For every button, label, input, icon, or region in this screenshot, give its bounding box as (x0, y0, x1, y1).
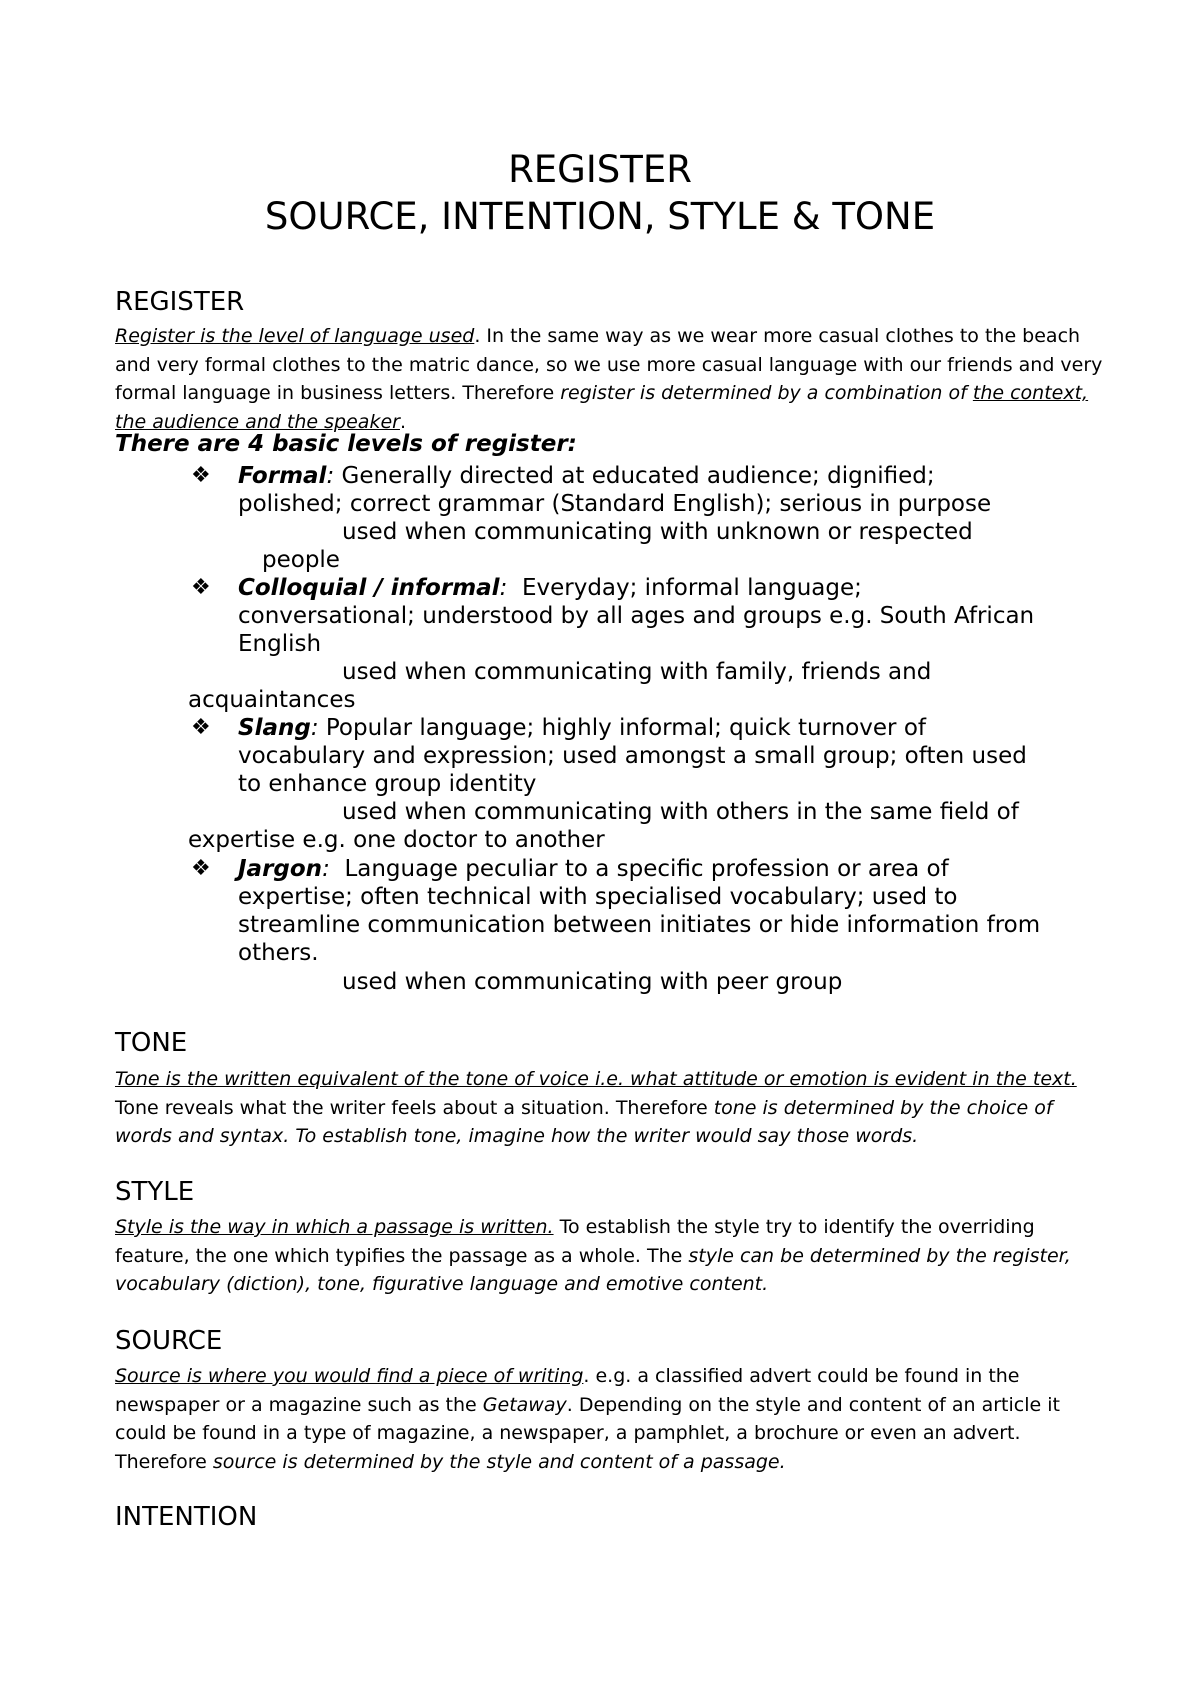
bullet-icon: ❖ (191, 463, 211, 488)
source-definition: Source is where you would find a piece of writing (115, 1365, 584, 1387)
document-page: REGISTER SOURCE, INTENTION, STYLE & TONE REGISTER Register is the level of language used. In the same way as we wear more casual clothes to the beach and very formal clothes to the matric dance, so we use more casual language with our friends and very formal language in business letters. Therefore register is determined by a combination of the context, the audience and the speaker. There are 4 basic levels of register: ❖ Formal: Generally directed at educated audience; dignified; polished; correct grammar (Standard English); serious in purpose used when communicating with unknown or respected people ❖ Colloquial / informal: Everyday; informal language; conversational; understood by all ages and groups e.g. South African English used when communicating with family, friends and acquaintances ❖ Slang: Popular language; highly informal; quick turnover of vocabulary and expression; used amongst a small group; often used to enhance group identity used when communicating with others in the same field of expertise e.g. one doctor to another ❖ Jargon: Language peculiar to a specific profession or area of expertise; often technical with specialised vocabulary; used to streamline communication between initiates or hide information from others. used when communicating with peer group TONE Tone is the written equivalent of the tone of voice i.e. what attitude or emotion is evident in the text. Tone reveals what the writer feels about a situation. Therefore tone is determined by the choice of words and syntax. To establish tone, imagine how the writer would say those words. STYLE Style is the way in which a passage is written. To establish the style try to identify the overriding feature, the one which typifies the passage as a whole. The style can be determined by the register, vocabulary (diction), tone, figurative language and emotive content. SOURCE Source is where you would find a piece of writing. e.g. a classified advert could be found in the newspaper or a magazine such as the Getaway. Depending on the style and content of an article it could be found in a type of magazine, a newspaper, a pamphlet, a brochure or even an advert. Therefore source is determined by the style and content of a passage. INTENTION (0, 0, 1200, 1696)
tone-paragraph: Tone is the written equivalent of the tone of voice i.e. what attitude or emotion is evident in the text. Tone reveals what the writer feels about a situation. Therefore tone is determined by the choice of words and syntax. To establish tone, imagine how the writer would say those words. (115, 1068, 1077, 1147)
level-slang: Slang: Popular language; highly informal; quick turnover of (238, 715, 926, 741)
document-subtitle: SOURCE, INTENTION, STYLE & TONE (264, 195, 936, 238)
tone-heading: TONE (115, 1028, 188, 1058)
intention-heading: INTENTION (115, 1502, 258, 1532)
tone-definition: Tone is the written equivalent of the tone of voice i.e. what attitude or emotion is evident in the text. (115, 1068, 1077, 1090)
source-heading: SOURCE (115, 1326, 223, 1356)
register-definition: Register is the level of language used (115, 325, 475, 347)
level-colloquial: Colloquial / informal: Everyday; informal language; (238, 575, 862, 601)
level-jargon: Jargon: Language peculiar to a specific profession or area of (238, 856, 949, 882)
bullet-icon: ❖ (191, 856, 211, 881)
bullet-icon: ❖ (191, 715, 211, 740)
document-title: REGISTER (508, 148, 692, 191)
style-definition: Style is the way in which a passage is written. (115, 1216, 554, 1238)
register-paragraph: Register is the level of language used. In the same way as we wear more casual clothes to the beach and very formal clothes to the matric dance, so we use more casual language with our friends and very formal language in business letters. Therefore register is determined by a combination of the context, the audience and the speaker. (115, 325, 1103, 433)
level-formal: Formal: Generally directed at educated audience; dignified; (238, 463, 935, 489)
style-paragraph: Style is the way in which a passage is written. To establish the style try to identify the overriding feature, the one which typifies the passage as a whole. The style can be determined by the register, vocabulary (diction), tone, figurative language and emotive content. (115, 1216, 1071, 1295)
source-paragraph: Source is where you would find a piece of writing. e.g. a classified advert could be found in the newspaper or a magazine such as the Getaway. Depending on the style and content of an article it could be found in a type of magazine, a newspaper, a pamphlet, a brochure or even an advert. Therefore source is determined by the style and content of a passage. (115, 1365, 1060, 1473)
levels-heading: There are 4 basic levels of register: (115, 431, 577, 457)
bullet-icon: ❖ (191, 575, 211, 600)
style-heading: STYLE (115, 1177, 195, 1207)
register-heading: REGISTER (115, 287, 245, 317)
